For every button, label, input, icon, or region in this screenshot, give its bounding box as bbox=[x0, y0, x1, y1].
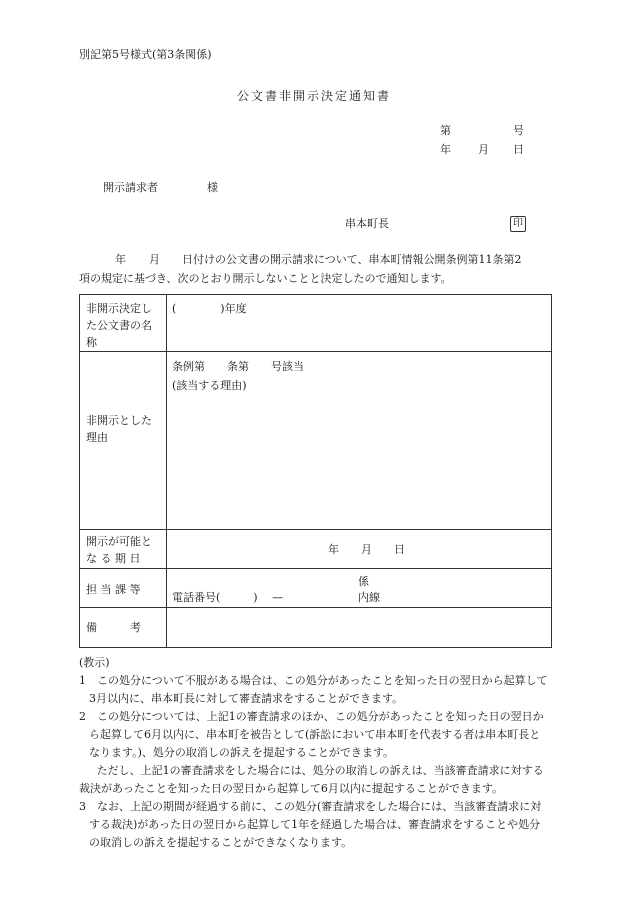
label-line: 称 bbox=[86, 336, 97, 349]
row-divider bbox=[80, 607, 551, 608]
phone-field: 電話番号( ) — bbox=[172, 591, 284, 604]
disclosure-date-field: 年 月 日 bbox=[328, 543, 405, 556]
date-month: 月 bbox=[478, 143, 489, 156]
label-line: 非開示とした bbox=[86, 414, 152, 427]
column-divider bbox=[166, 295, 167, 647]
row-divider bbox=[80, 568, 551, 569]
addressee-label: 開示請求者 bbox=[103, 181, 158, 194]
intro-month: 月 bbox=[149, 253, 160, 266]
row-divider bbox=[80, 351, 551, 352]
details-table bbox=[79, 294, 552, 648]
note-item: 1 この処分について不服がある場合は、この処分があったことを知った日の翌日から起算して3月以内に、串本町長に対して審査請求をすることができます。 bbox=[79, 674, 548, 705]
label-document-name bbox=[86, 300, 152, 351]
notes-heading: (教示) bbox=[79, 656, 110, 669]
note-item: 2 この処分については、上記1の審査請求のほか、この処分があったことを知った日の翌日から起算して6月以内に、串本町を被告として(訴訟において串本町を代表する者は串本町長となります。)、処分の取消しの訴えを提起することができます。 bbox=[79, 710, 544, 759]
form-id: 別記第5号様式(第3条関係) bbox=[79, 48, 212, 61]
label-line: た公文書の名 bbox=[86, 319, 152, 332]
issuer-name: 串本町長 bbox=[345, 217, 389, 230]
label-line: 理由 bbox=[86, 431, 108, 444]
label-disclosure-date bbox=[86, 533, 152, 567]
label-line: な る 期 日 bbox=[86, 552, 141, 565]
ordinance-article: 条例第 条第 号該当 bbox=[172, 360, 304, 373]
number-prefix: 第 bbox=[440, 124, 451, 137]
reason-content bbox=[172, 357, 304, 395]
extension-field: 内線 bbox=[358, 591, 380, 604]
note-item: ただし、上記1の審査請求をした場合には、処分の取消しの訴えは、当該審査請求に対する裁決があったことを知った日の翌日から起算して6月以内に提起することができます。 bbox=[79, 764, 544, 795]
fiscal-year-field: ( )年度 bbox=[172, 302, 247, 315]
date-day: 日 bbox=[513, 143, 524, 156]
seal-mark: 印 bbox=[510, 216, 526, 232]
label-department: 担 当 課 等 bbox=[86, 583, 141, 596]
label-line: 非開示決定し bbox=[86, 302, 152, 315]
intro-line1: 日付けの公文書の開示請求について、串本町情報公開条例第11条第2 bbox=[182, 253, 522, 266]
number-suffix: 号 bbox=[513, 124, 524, 137]
label-remarks: 備 考 bbox=[86, 621, 141, 634]
reason-note: (該当する理由) bbox=[172, 379, 247, 392]
intro-year: 年 bbox=[115, 253, 126, 266]
label-line: 開示が可能と bbox=[86, 535, 152, 548]
date-year: 年 bbox=[440, 143, 451, 156]
row-divider bbox=[80, 529, 551, 530]
instruction-notes bbox=[79, 654, 551, 852]
section-suffix: 係 bbox=[358, 575, 369, 588]
document-title: 公文書非開示決定通知書 bbox=[237, 89, 392, 103]
label-reason bbox=[86, 412, 152, 446]
intro-line2: 項の規定に基づき、次のとおり開示しないことと決定したので通知します。 bbox=[79, 272, 452, 285]
addressee-honorific: 様 bbox=[207, 181, 218, 194]
note-item: 3 なお、上記の期間が経過する前に、この処分(審査請求をした場合には、当該審査請求に対する裁決)があった日の翌日から起算して1年を経過した場合は、審査請求をすることや処分の取消しの訴えを提起することができなくなります。 bbox=[79, 800, 542, 849]
